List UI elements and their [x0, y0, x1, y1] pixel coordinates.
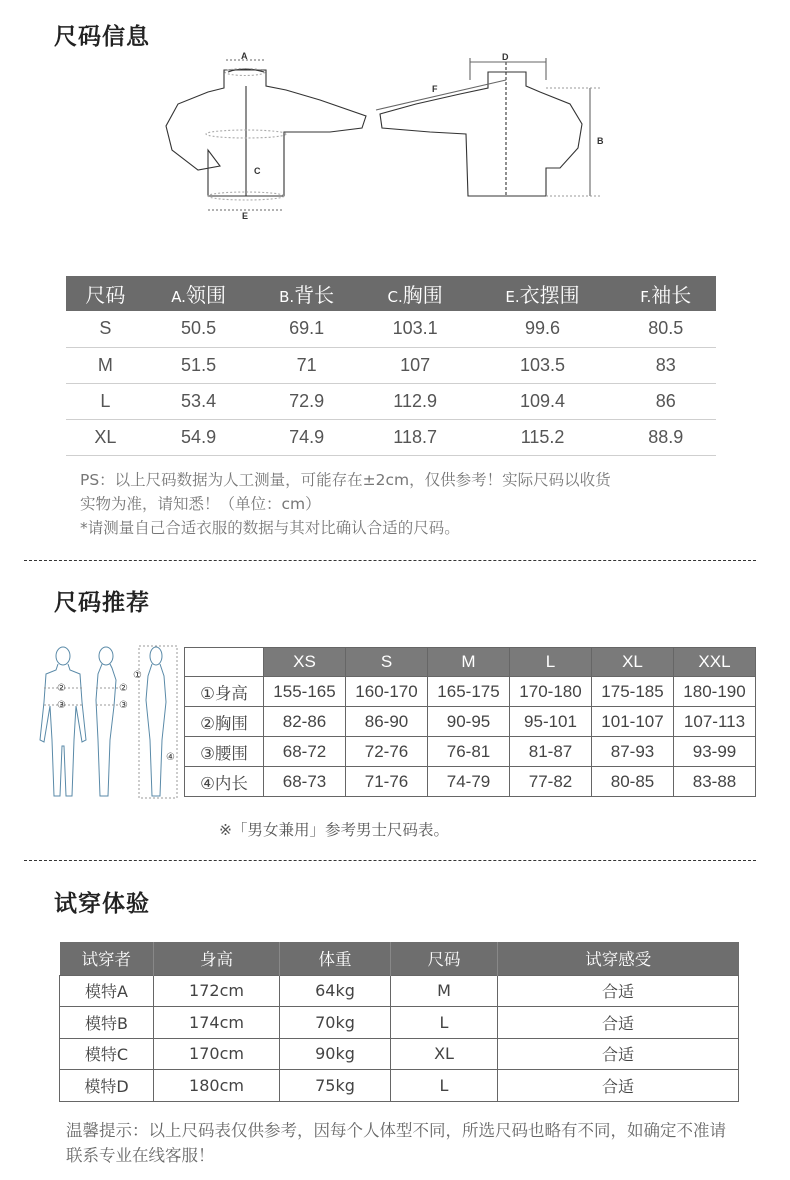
table-row: ②胸围 82-86 86-90 90-95 95-101 101-107 107-113 — [185, 707, 756, 737]
label-c: C — [254, 166, 261, 176]
header-sleeve: F.袖长 — [616, 276, 716, 311]
unisex-note: ※「男女兼用」参考男士尺码表。 — [219, 821, 449, 839]
mark-2-side: ② — [119, 683, 128, 694]
section-divider — [24, 860, 756, 861]
size-m: M — [428, 648, 510, 677]
table-row: M 51.5 71 107 103.5 83 — [66, 347, 716, 383]
jacket-front-view — [166, 51, 366, 221]
header-feeling: 试穿感受 — [498, 942, 739, 975]
fitting-table — [59, 942, 739, 1102]
kind-tip: 温馨提示：以上尺码表仅供参考，因每个人体型不同，所选尺码也略有不同，如确定不准请联系专业在线客服！ — [66, 1121, 726, 1165]
size-info-table — [66, 276, 716, 456]
side-body-figure — [96, 647, 128, 796]
note-line-3: *请测量自己合适衣服的数据与其对比确认合适的尺码。 — [80, 519, 460, 537]
jacket-measurement-diagram — [160, 44, 620, 224]
size-xxl: XXL — [674, 648, 756, 677]
size-info-title: 尺码信息 — [54, 24, 150, 50]
label-d: D — [502, 52, 509, 62]
table-row: L 53.4 72.9 112.9 109.4 86 — [66, 383, 716, 419]
header-size: 尺码 — [391, 942, 498, 975]
size-s: S — [346, 648, 428, 677]
header-chest: C.胸围 — [361, 276, 470, 311]
mark-4: ④ — [166, 752, 175, 763]
note-line-1: PS：以上尺码数据为人工测量，可能存在±2cm，仅供参考！实际尺码以收货 — [80, 471, 611, 489]
size-recommend-title: 尺码推荐 — [54, 590, 150, 616]
table-row: 模特A 172cm 64kg M 合适 — [60, 975, 739, 1007]
label-a: A — [241, 51, 248, 61]
label-e: E — [242, 211, 249, 221]
table-row: 模特B 174cm 70kg L 合适 — [60, 1007, 739, 1039]
table-row: ①身高 155-165 160-170 165-175 170-180 175-185 180-190 — [185, 677, 756, 707]
size-info-header-row — [66, 276, 716, 311]
header-back-length: B.背长 — [252, 276, 360, 311]
size-xl: XL — [592, 648, 674, 677]
header-height: 身高 — [154, 942, 280, 975]
mark-3-side: ③ — [119, 700, 128, 711]
mark-2-front: ② — [57, 683, 66, 694]
table-row: 模特C 170cm 90kg XL 合适 — [60, 1038, 739, 1070]
table-row: ③腰围 68-72 72-76 76-81 81-87 87-93 93-99 — [185, 737, 756, 767]
size-header-row — [185, 648, 756, 677]
label-b: B — [597, 136, 604, 146]
size-recommend-table — [184, 647, 756, 797]
header-tester: 试穿者 — [60, 942, 154, 975]
header-hem: E.衣摆围 — [470, 276, 616, 311]
size-l: L — [510, 648, 592, 677]
table-row: S 50.5 69.1 103.1 99.6 80.5 — [66, 311, 716, 347]
table-row: 模特D 180cm 75kg L 合适 — [60, 1070, 739, 1102]
mark-3-front: ③ — [57, 700, 66, 711]
size-xs: XS — [264, 648, 346, 677]
header-weight: 体重 — [280, 942, 391, 975]
measurement-note — [80, 468, 611, 540]
height-figure — [133, 646, 177, 798]
label-f: F — [432, 84, 438, 94]
header-size: 尺码 — [66, 276, 145, 311]
body-measurement-figure — [38, 642, 183, 802]
table-row: ④内长 68-73 71-76 74-79 77-82 80-85 83-88 — [185, 767, 756, 797]
section-divider — [24, 560, 756, 561]
mark-1: ① — [133, 670, 142, 681]
corner-cell — [185, 648, 264, 677]
note-line-2: 实物为准，请知悉！（单位：cm） — [80, 495, 321, 513]
fitting-title: 试穿体验 — [54, 891, 150, 917]
table-row: XL 54.9 74.9 118.7 115.2 88.9 — [66, 419, 716, 455]
front-body-figure — [40, 647, 86, 796]
jacket-back-view — [376, 52, 604, 196]
fitting-header-row — [60, 942, 739, 975]
header-collar: A.领围 — [145, 276, 253, 311]
